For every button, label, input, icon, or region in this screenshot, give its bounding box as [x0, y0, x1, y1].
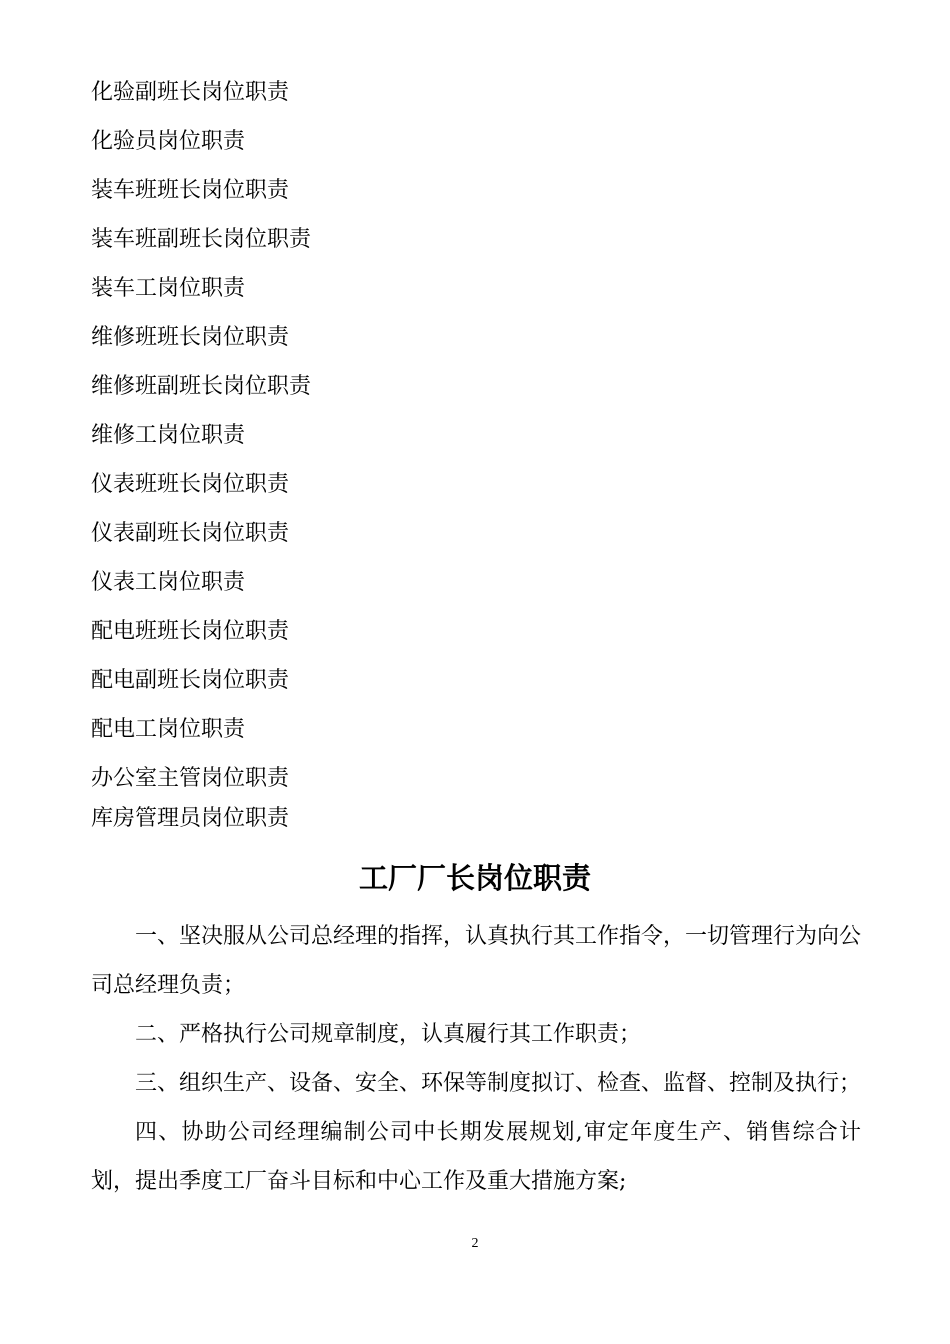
toc-item: 配电副班长岗位职责	[91, 668, 290, 693]
toc-item: 维修班班长岗位职责	[91, 325, 290, 350]
toc-item: 配电班班长岗位职责	[91, 619, 290, 644]
toc-item: 配电工岗位职责	[91, 717, 246, 742]
section-title: 工厂厂长岗位职责	[358, 861, 591, 895]
toc-item: 仪表副班长岗位职责	[91, 521, 290, 546]
paragraph: 三、组织生产、设备、安全、环保等制度拟订、检查、监督、控制及执行；	[135, 1071, 862, 1096]
section-body	[91, 912, 861, 1206]
toc-item: 装车工岗位职责	[91, 276, 246, 301]
page-number: 2	[471, 1236, 479, 1251]
toc-item: 仪表班班长岗位职责	[91, 472, 290, 497]
toc-item: 维修班副班长岗位职责	[91, 374, 312, 399]
toc-item: 仪表工岗位职责	[91, 570, 246, 595]
toc-item: 办公室主管岗位职责	[91, 766, 290, 791]
toc-item: 化验副班长岗位职责	[91, 80, 290, 105]
toc-item: 装车班班长岗位职责	[91, 178, 290, 203]
toc-item: 库房管理员岗位职责	[91, 806, 290, 831]
paragraph: 二、严格执行公司规章制度，认真履行其工作职责；	[135, 1022, 642, 1047]
paragraph: 四、协助公司经理编制公司中长期发展规划,审定年度生产、销售综合计划，提出季度工厂奋斗目标和中心工作及重大措施方案;	[91, 1120, 861, 1194]
toc-item: 装车班副班长岗位职责	[91, 227, 312, 252]
paragraph: 一、坚决服从公司总经理的指挥，认真执行其工作指令，一切管理行为向公司总经理负责；	[91, 924, 862, 998]
toc-item: 维修工岗位职责	[91, 423, 246, 448]
toc-list	[91, 76, 871, 851]
toc-item: 化验员岗位职责	[91, 129, 246, 154]
